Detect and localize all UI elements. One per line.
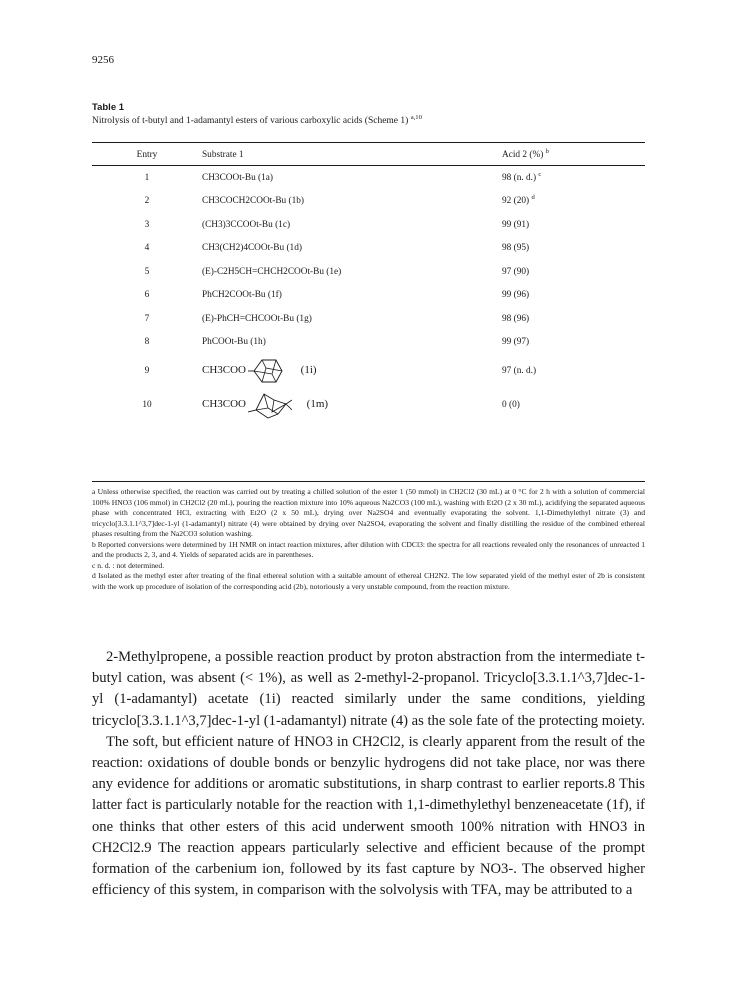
cell-yield-ref: c — [538, 170, 542, 178]
cell-yield: 0 (0) — [502, 400, 520, 410]
cell-entry — [92, 166, 202, 190]
table-row — [92, 166, 645, 190]
table-row — [92, 213, 645, 237]
cell-yield: 97 (n. d.) — [502, 366, 537, 376]
table-row-struct-1m — [92, 388, 645, 422]
table-row — [92, 237, 645, 261]
cell-substrate — [202, 166, 502, 190]
struct-label-1i: (1i) — [300, 364, 317, 377]
header-acid — [502, 144, 645, 166]
cell-entry-text: 5 — [144, 266, 150, 277]
table-caption: Nitrolysis of t-butyl and 1-adamantyl esters of various carboxylic acids (Scheme 1) — [92, 116, 409, 126]
cell-entry — [92, 307, 202, 331]
table-caption-refs: a,10 — [410, 113, 422, 121]
table-header-row — [92, 144, 645, 166]
header-acid-text: Acid 2 (%) — [502, 150, 544, 160]
cell-substrate — [202, 284, 502, 308]
cell-entry-text: 8 — [144, 337, 150, 348]
struct-prefix-1i: CH3COO — [202, 364, 247, 377]
cell-entry — [92, 190, 202, 214]
body-paragraph: 2-Methylpropene, a possible reaction product by proton abstraction from the intermediate t-butyl cation, was absent (< 1%), as well as 2-methyl-2-propanol. Tricyclo[3.3.1.1^3,7]dec-1-yl (1-adamantyl) acetate (1i) reacted similarly under the same conditions, yielding tricyclo[3.3.1.1^3,7]dec-1-yl (1-adamantyl) nitrate (4) as the sole fate of the protecting moiety. — [92, 649, 645, 729]
cell-entry — [92, 260, 202, 284]
cell-yield — [502, 237, 645, 261]
footnote: c n. d. : not determined. — [92, 560, 165, 570]
cell-substrate-struct — [202, 354, 502, 388]
body-paragraph: The soft, but efficient nature of HNO3 in CH2Cl2, is clearly apparent from the result of the reaction: oxidations of double bonds or benzylic hydrogens did not take place, nor was there any evidence for additions or aromatic substitutions, in sharp contrast to earlier reports.8 This latter fact is particularly notable for the reaction with 1,1-dimethylethyl benzeneacetate (1f), if one thinks that other esters of this acid underwent smooth 100% nitration with HNO3 in CH2Cl2.9 The reaction appears particularly selective and efficient because of the prompt formation of the carbenium ion, followed by its fast capture by NO3-. The observed higher efficiency of this system, in comparison with the solvolysis with TFA, may be attributed to a — [92, 733, 645, 899]
cell-substrate — [202, 331, 502, 355]
table-label: Table 1 — [92, 102, 125, 113]
cell-substrate-text: CH3(CH2)4COOt-Bu (1d) — [202, 243, 302, 254]
cell-substrate-text: CH3COOt-Bu (1a) — [202, 172, 274, 183]
cell-entry-text: 1 — [144, 172, 150, 183]
cell-entry-text: 7 — [144, 313, 150, 324]
cell-entry-text: 4 — [144, 243, 150, 254]
footnote: a Unless otherwise specified, the reaction was carried out by treating a chilled solution of the ester 1 (50 mmol) in CH2Cl2 (30 mL) at 0 °C for 2 h with a solution of commercial 100% HNO3 (106 mmol) in CH2Cl2 (20 mL), pouring the reaction mixture into 10% aqueous Na2CO3 (100 mL), washing with Et2O (2 x 30 mL), acidifying the separated aqueous phase with concentrated HCl, extracting with Et2O (2 x 50 mL), drying over Na2SO4 and eventually evaporating the solvent. 1,1-Dimethylethyl nitrate (3) and tricyclo[3.3.1.1^3,7]dec-1-yl (1-adamantyl) nitrate (4) were obtained by drying over Na2SO4, evaporating the solvent and finally distilling the residue of the combined ethereal phases resulting from the Na2CO3 solution washing. — [92, 487, 645, 538]
cell-yield — [502, 190, 645, 214]
cell-yield-text: 99 (96) — [502, 290, 530, 301]
cell-yield — [502, 166, 645, 190]
cell-substrate — [202, 213, 502, 237]
results-table — [92, 144, 645, 422]
cell-yield-text: 98 (96) — [502, 313, 530, 324]
cell-yield-text: 98 (95) — [502, 243, 530, 254]
cell-substrate — [202, 307, 502, 331]
cell-yield — [502, 331, 645, 355]
cell-substrate-text: CH3COCH2COOt-Bu (1b) — [202, 196, 305, 207]
cell-yield-text: 92 (20) — [502, 196, 530, 207]
table-body — [92, 166, 645, 422]
cell-substrate — [202, 237, 502, 261]
cell-entry — [92, 237, 202, 261]
header-entry: Entry — [136, 150, 158, 160]
cell-entry: 9 — [144, 366, 150, 376]
cell-entry — [92, 213, 202, 237]
bicyclic-structure-1m — [248, 388, 292, 422]
cell-yield-text: 98 (n. d.) — [502, 172, 537, 183]
table-bottom-rule — [92, 481, 645, 482]
footnote: b Reported conversions were determined by 1H NMR on intact reaction mixtures, after dilution with CDCl3: the spectra for all reactions revealed only the resonances of unreacted 1 and the products 2, 3, and 4. Yields of separated acids are in parentheses. — [92, 539, 645, 559]
cell-substrate-struct — [202, 388, 502, 422]
cell-yield — [502, 260, 645, 284]
struct-prefix-1m: CH3COO — [202, 398, 247, 411]
cell-substrate-text: (E)-PhCH=CHCOOt-Bu (1g) — [202, 313, 312, 324]
cell-yield — [502, 213, 645, 237]
table-row-struct-1i — [92, 354, 645, 388]
cell-entry — [92, 284, 202, 308]
cell-entry-text: 2 — [144, 196, 150, 207]
table-row — [92, 190, 645, 214]
cell-yield — [502, 307, 645, 331]
table-row — [92, 331, 645, 355]
cell-substrate-text: PhCOOt-Bu (1h) — [202, 337, 266, 348]
body-text — [92, 647, 645, 901]
cell-entry-text: 3 — [144, 219, 150, 230]
cell-yield-text: 99 (91) — [502, 219, 530, 230]
table-top-rule — [92, 142, 645, 143]
cell-entry-text: 6 — [144, 290, 150, 301]
cell-yield — [502, 284, 645, 308]
table-row — [92, 260, 645, 284]
cell-substrate-text: (CH3)3CCOOt-Bu (1c) — [202, 219, 291, 230]
header-substrate: Substrate 1 — [202, 150, 244, 160]
struct-label-1m: (1m) — [306, 398, 329, 411]
cell-substrate-text: (E)-C2H5CH=CHCH2COOt-Bu (1e) — [202, 266, 342, 277]
footnote: d Isolated as the methyl ester after treating of the final ethereal solution with a suitable amount of ethereal CH2N2. The low separated yield of the methyl ester of 2b is consistent with the work up procedure of isolation of the corresponding acid (2b), notoriously a very unstable compound, from the reaction mixture. — [92, 571, 645, 591]
cell-substrate — [202, 260, 502, 284]
header-acid-ref: b — [545, 147, 549, 155]
table-row — [92, 307, 645, 331]
adamantyl-structure-1i — [248, 354, 288, 388]
table-row — [92, 284, 645, 308]
cell-entry — [92, 331, 202, 355]
cell-entry: 10 — [142, 400, 152, 410]
table-footnotes — [92, 487, 645, 592]
page-number: 9256 — [92, 54, 114, 66]
cell-substrate-text: PhCH2COOt-Bu (1f) — [202, 290, 282, 301]
table-caption-block — [92, 101, 652, 128]
cell-yield-text: 99 (97) — [502, 337, 530, 348]
cell-yield-ref: d — [531, 194, 535, 202]
cell-substrate — [202, 190, 502, 214]
cell-yield-text: 97 (90) — [502, 266, 530, 277]
